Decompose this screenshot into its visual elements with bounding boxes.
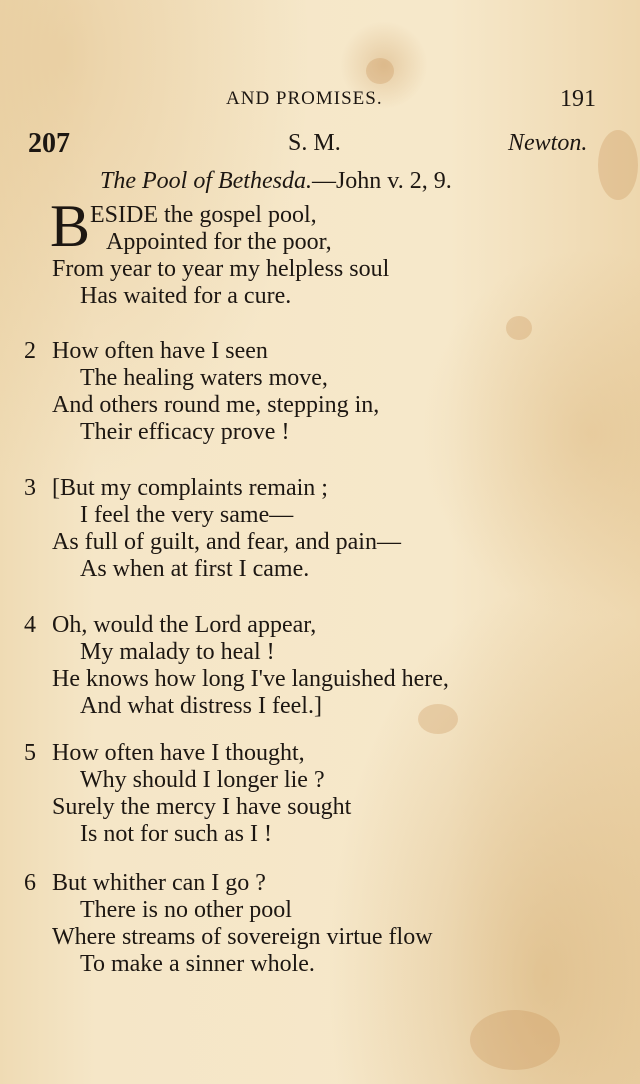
verse-line: Oh, would the Lord appear, [52, 612, 317, 638]
stain [418, 704, 458, 734]
hymn-heading [0, 126, 640, 162]
verse-line: How often have I seen [52, 338, 268, 364]
verse-line: I feel the very same— [80, 502, 294, 528]
verse-line: How often have I thought, [52, 740, 305, 766]
verse-line: [But my complaints remain ; [52, 475, 328, 501]
subtitle-title: The Pool of Bethesda. [100, 168, 312, 194]
verse-line: Where streams of sovereign virtue flow [52, 924, 433, 950]
verse-line: My malady to heal ! [80, 639, 275, 665]
verse-number: 2 [24, 338, 36, 364]
hymn-number: 207 [28, 128, 70, 159]
hymn-author: Newton. [508, 130, 588, 156]
hymn-subtitle [100, 168, 452, 195]
verse-line: As full of guilt, and fear, and pain— [52, 529, 401, 555]
verse-number: 3 [24, 475, 36, 501]
drop-cap: B [50, 193, 91, 259]
verse-number: 6 [24, 870, 36, 896]
verse-line: Surely the mercy I have sought [52, 794, 352, 820]
subtitle-reference: —John v. 2, 9. [311, 168, 452, 194]
verse-line: Their efficacy prove ! [80, 419, 290, 445]
verse-line: And others round me, stepping in, [52, 392, 380, 418]
verse-line: ESIDE the gospel pool, [90, 202, 317, 228]
verse-line: There is no other pool [80, 897, 292, 923]
verse-line: From year to year my helpless soul [52, 256, 390, 282]
verse-line: Is not for such as I ! [80, 821, 272, 847]
stain [366, 58, 394, 84]
verse-line: As when at first I came. [80, 556, 310, 582]
verse-number: 5 [24, 740, 36, 766]
verse-number: 4 [24, 612, 36, 638]
verse-line: And what distress I feel.] [80, 693, 322, 719]
hymn-meter: S. M. [288, 130, 341, 156]
verse-line: Why should I longer lie ? [80, 767, 325, 793]
stain [506, 316, 532, 340]
verse-line: Appointed for the poor, [106, 229, 332, 255]
running-head [0, 86, 640, 116]
verse-line: But whither can I go ? [52, 870, 266, 896]
verse-line: The healing waters move, [80, 365, 328, 391]
verse-line: Has waited for a cure. [80, 283, 292, 309]
stain [470, 1010, 560, 1070]
verse-line: He knows how long I've languished here, [52, 666, 449, 692]
page-number: 191 [560, 86, 596, 112]
verse-line: To make a sinner whole. [80, 951, 315, 977]
section-title: AND PROMISES. [226, 88, 383, 109]
